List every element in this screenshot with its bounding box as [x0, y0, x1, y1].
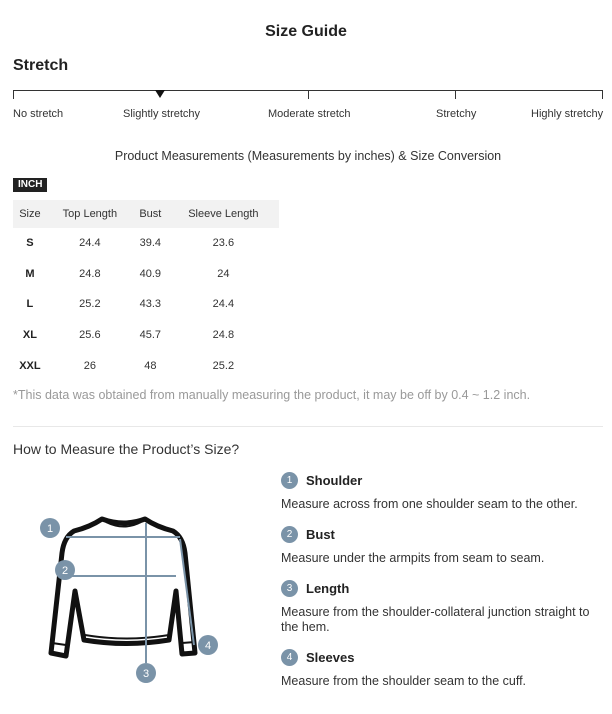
stretch-tick — [308, 90, 309, 99]
sleeve-length-cell: 24 — [217, 267, 230, 280]
sleeve-length-cell: 24.4 — [212, 298, 235, 311]
step-4-title: Sleeves — [306, 650, 355, 665]
table-row — [13, 259, 279, 290]
callout-2-icon — [55, 560, 75, 580]
top-length-cell: 24.4 — [79, 237, 101, 250]
how-to-title: How to Measure the Product’s Size? — [13, 441, 240, 457]
svg-text:4: 4 — [204, 640, 212, 652]
stretch-label-moderate: Moderate stretch — [268, 108, 351, 120]
bust-cell: 48 — [144, 359, 157, 372]
size-cell: M — [25, 267, 35, 280]
step-4-number-icon: 4 — [281, 649, 298, 666]
callout-1-icon — [40, 518, 60, 538]
bust-cell: 43.3 — [139, 298, 162, 311]
stretch-label-stretchy: Stretchy — [436, 108, 477, 120]
sweater-diagram-icon — [30, 505, 230, 690]
size-cell: XL — [22, 329, 37, 342]
step-1-title: Shoulder — [306, 473, 363, 488]
stretch-tick — [602, 90, 603, 99]
table-row — [13, 320, 279, 351]
table-row — [13, 289, 279, 320]
size-table — [13, 200, 279, 381]
top-length-cell: 26 — [83, 359, 96, 372]
column-header: Top Length — [47, 200, 133, 228]
svg-text:3: 3 — [142, 668, 150, 680]
step-2-number-icon: 2 — [281, 526, 298, 543]
stretch-label-highly: Highly stretchy — [531, 108, 604, 120]
step-1-description: Measure across from one shoulder seam to the other. — [281, 497, 578, 511]
callout-3-icon — [136, 663, 156, 683]
unit-badge: INCH — [13, 178, 47, 192]
stretch-tick — [13, 90, 14, 99]
step-3-description: Measure from the shoulder-collateral junction straight to the hem. — [281, 605, 590, 634]
step-1-number-icon: 1 — [281, 472, 298, 489]
size-cell: S — [26, 237, 34, 250]
bust-cell: 40.9 — [139, 267, 162, 280]
column-header: Sleeve Length — [168, 200, 279, 228]
step-4-description: Measure from the shoulder seam to the cuff. — [281, 674, 527, 688]
section-divider — [13, 426, 603, 427]
table-header-row — [13, 200, 279, 228]
sleeve-length-cell: 23.6 — [212, 237, 235, 250]
bust-cell: 39.4 — [139, 237, 162, 250]
size-cell: L — [26, 298, 34, 311]
step-2-description: Measure under the armpits from seam to seam. — [281, 551, 545, 565]
stretch-marker — [155, 90, 165, 98]
size-cell: XXL — [19, 359, 41, 372]
sleeve-length-cell: 24.8 — [212, 329, 235, 342]
stretch-tick — [455, 90, 456, 99]
top-length-cell: 24.8 — [79, 267, 101, 280]
step-3-number-icon: 3 — [281, 580, 298, 597]
callout-4-icon — [198, 635, 218, 655]
stretch-label-none: No stretch — [13, 108, 64, 120]
table-row — [13, 350, 279, 381]
measurements-title: Product Measurements (Measurements by inches) & Size Conversion — [114, 149, 502, 163]
bust-cell: 45.7 — [139, 329, 162, 342]
step-3-title: Length — [306, 581, 350, 596]
svg-text:1: 1 — [46, 523, 54, 535]
stretch-title: Stretch — [13, 57, 69, 74]
page-title: Size Guide — [265, 23, 347, 40]
top-length-cell: 25.6 — [79, 329, 101, 342]
top-length-cell: 25.2 — [79, 298, 101, 311]
measurement-footnote: *This data was obtained from manually measuring the product, it may be off by 0.4 ~ 1.2 inch. — [13, 388, 531, 402]
stretch-label-slightly: Slightly stretchy — [123, 108, 201, 120]
column-header: Bust — [133, 200, 168, 228]
table-row — [13, 228, 279, 259]
sleeve-length-cell: 25.2 — [212, 359, 235, 372]
step-2-title: Bust — [306, 527, 335, 542]
svg-text:2: 2 — [61, 565, 69, 577]
column-header: Size — [13, 200, 47, 228]
